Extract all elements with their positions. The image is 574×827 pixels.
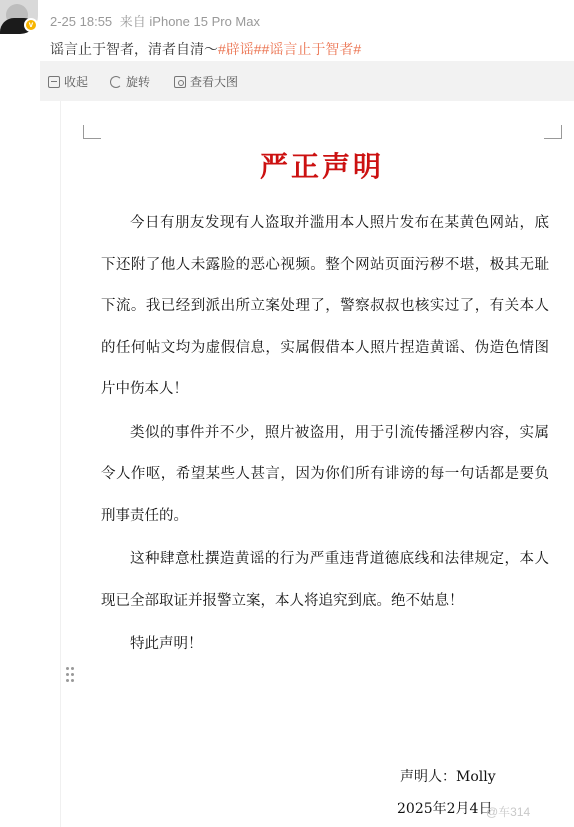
- post-meta: [50, 11, 264, 30]
- statement-title: 严正声明: [259, 150, 384, 183]
- page-corner-mark-left: [83, 125, 101, 139]
- image-toolbar: [40, 61, 574, 101]
- collapse-icon: [48, 76, 60, 88]
- statement-body: [101, 203, 549, 668]
- statement-date: 2025年2月4日: [397, 801, 493, 817]
- post-text: [50, 39, 361, 59]
- statement-paragraph: 特此声明！: [130, 636, 203, 652]
- drag-handle-icon[interactable]: [65, 667, 75, 683]
- collapse-button[interactable]: [48, 73, 88, 90]
- rotate-icon: [110, 76, 122, 88]
- post-source: 来自 iPhone 15 Pro Max: [119, 14, 260, 29]
- post-body: 谣言止于智者，清者自清～: [50, 41, 218, 57]
- statement-paragraph: 类似的事件并不少，照片被盗用，用于引流传播淫秽内容，实属令人作呕，希望某些人甚言，因为你们所有诽谤的每一句话都是要负刑事责任的。: [101, 424, 549, 524]
- statement-paragraph: 今日有朋友发现有人盗取并滥用本人照片发布在某黄色网站，底下还附了他人未露脸的恶心视频。整个网站页面污秽不堪，极其无耻下流。我已经到派出所立案处理了，警察叔叔也核实过了，有关本人的任何帖文均为虚假信息，实属假借本人照片捏造黄谣、伪造色情图片中伤本人！: [101, 215, 549, 397]
- statement-paragraph: 这种肆意杜撰造黄谣的行为严重违背道德底线和法律规定，本人现已全部取证并报警立案，本人将追究到底。绝不姑息！: [101, 551, 549, 609]
- watermark: @车314: [486, 805, 531, 819]
- page-corner-mark-right: [544, 125, 562, 139]
- post-time[interactable]: 2-25 18:55: [50, 14, 113, 29]
- hashtag-rumors-stop[interactable]: #谣言止于智者#: [261, 41, 362, 57]
- rotate-button[interactable]: [110, 73, 150, 90]
- verified-badge-icon: v: [24, 18, 38, 32]
- view-large-button[interactable]: [174, 73, 238, 90]
- zoom-icon: [174, 76, 186, 88]
- rotate-label: 旋转: [126, 75, 151, 89]
- collapse-label: 收起: [64, 75, 89, 89]
- view-large-label: 查看大图: [190, 75, 239, 89]
- hashtag-rumor-refute[interactable]: #辟谣#: [218, 41, 262, 57]
- statement-signer: 声明人：Molly: [400, 769, 496, 785]
